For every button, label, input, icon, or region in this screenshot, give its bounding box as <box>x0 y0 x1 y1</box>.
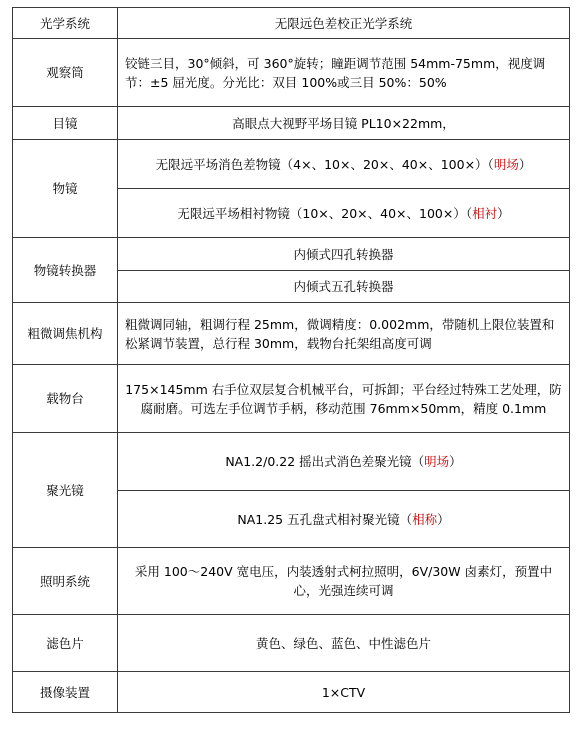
table-row <box>13 39 570 107</box>
row-value-objective-phase <box>118 189 570 238</box>
row-value-stage: 175×145mm 右手位双层复合机械平台，可拆卸；平台经过特殊工艺处理，防腐耐磨。可选左手位调节手柄，移动范围 76mm×50mm，精度 0.1mm <box>118 365 570 433</box>
objective-brightfield-mode: 明场 <box>493 156 519 172</box>
table-row <box>13 548 570 615</box>
condenser-brightfield-text: NA1.2/0.22 摇出式消色差聚光镜（ <box>225 454 425 469</box>
table-row <box>13 303 570 365</box>
row-label-filters: 滤色片 <box>13 615 118 672</box>
objective-phase-text: 无限远平场相衬物镜（10×、20×、40×、100×）（ <box>177 205 473 221</box>
row-label-condenser: 聚光镜 <box>13 433 118 548</box>
row-value-condenser-brightfield <box>118 433 570 491</box>
objective-phase-mode: 相衬 <box>472 205 498 221</box>
row-label-objective: 物镜 <box>13 140 118 238</box>
table-row <box>13 433 570 491</box>
row-value-nosepiece-four: 内倾式四孔转换器 <box>118 238 570 271</box>
row-value-eyepiece: 高眼点大视野平场目镜 PL10×22mm， <box>118 107 570 140</box>
table-row <box>13 672 570 713</box>
row-label-viewing-head: 观察筒 <box>13 39 118 107</box>
row-value-filters: 黄色、绿色、蓝色、中性滤色片 <box>118 615 570 672</box>
table-row <box>13 107 570 140</box>
row-value-condenser-phase <box>118 491 570 548</box>
row-label-illumination: 照明系统 <box>13 548 118 615</box>
condenser-brightfield-close: ） <box>449 454 462 469</box>
row-value-camera: 1×CTV <box>118 672 570 713</box>
table-row <box>13 615 570 672</box>
objective-brightfield-close: ） <box>518 156 532 172</box>
table-row <box>13 8 570 39</box>
row-label-focus: 粗微调焦机构 <box>13 303 118 365</box>
objective-brightfield-text: 无限远平场消色差物镜（4×、10×、20×、40×、100×）（ <box>155 156 494 172</box>
row-value-objective-brightfield <box>118 140 570 189</box>
row-label-nosepiece: 物镜转换器 <box>13 238 118 303</box>
condenser-phase-text: NA1.25 五孔盘式相衬聚光镜（ <box>237 511 413 527</box>
row-value-focus: 粗微调同轴，粗调行程 25mm，微调精度：0.002mm，带随机上限位装置和松紧调节装置，总行程 30mm，载物台托架组高度可调 <box>118 303 570 365</box>
spec-table <box>12 7 570 713</box>
row-label-eyepiece: 目镜 <box>13 107 118 140</box>
objective-phase-close: ） <box>497 205 510 221</box>
row-value-viewing-head: 铰链三目，30°倾斜，可 360°旋转；瞳距调节范围 54mm-75mm，视度调节：±5 屈光度。分光比：双目 100%或三目 50%：50% <box>118 39 570 107</box>
table-row <box>13 140 570 189</box>
row-label-camera: 摄像装置 <box>13 672 118 713</box>
table-row <box>13 365 570 433</box>
row-label-stage: 载物台 <box>13 365 118 433</box>
row-value-nosepiece-five: 内倾式五孔转换器 <box>118 271 570 303</box>
row-value-illumination: 采用 100～240V 宽电压，内装透射式柯拉照明，6V/30W 卤素灯，预置中心，光强连续可调 <box>118 548 570 615</box>
row-value-optical-system: 无限远色差校正光学系统 <box>118 8 570 39</box>
row-label-optical-system: 光学系统 <box>13 8 118 39</box>
table-row <box>13 238 570 271</box>
condenser-brightfield-mode: 明场 <box>424 454 450 469</box>
condenser-phase-close: ） <box>437 511 450 527</box>
condenser-phase-mode: 相称 <box>412 511 438 527</box>
